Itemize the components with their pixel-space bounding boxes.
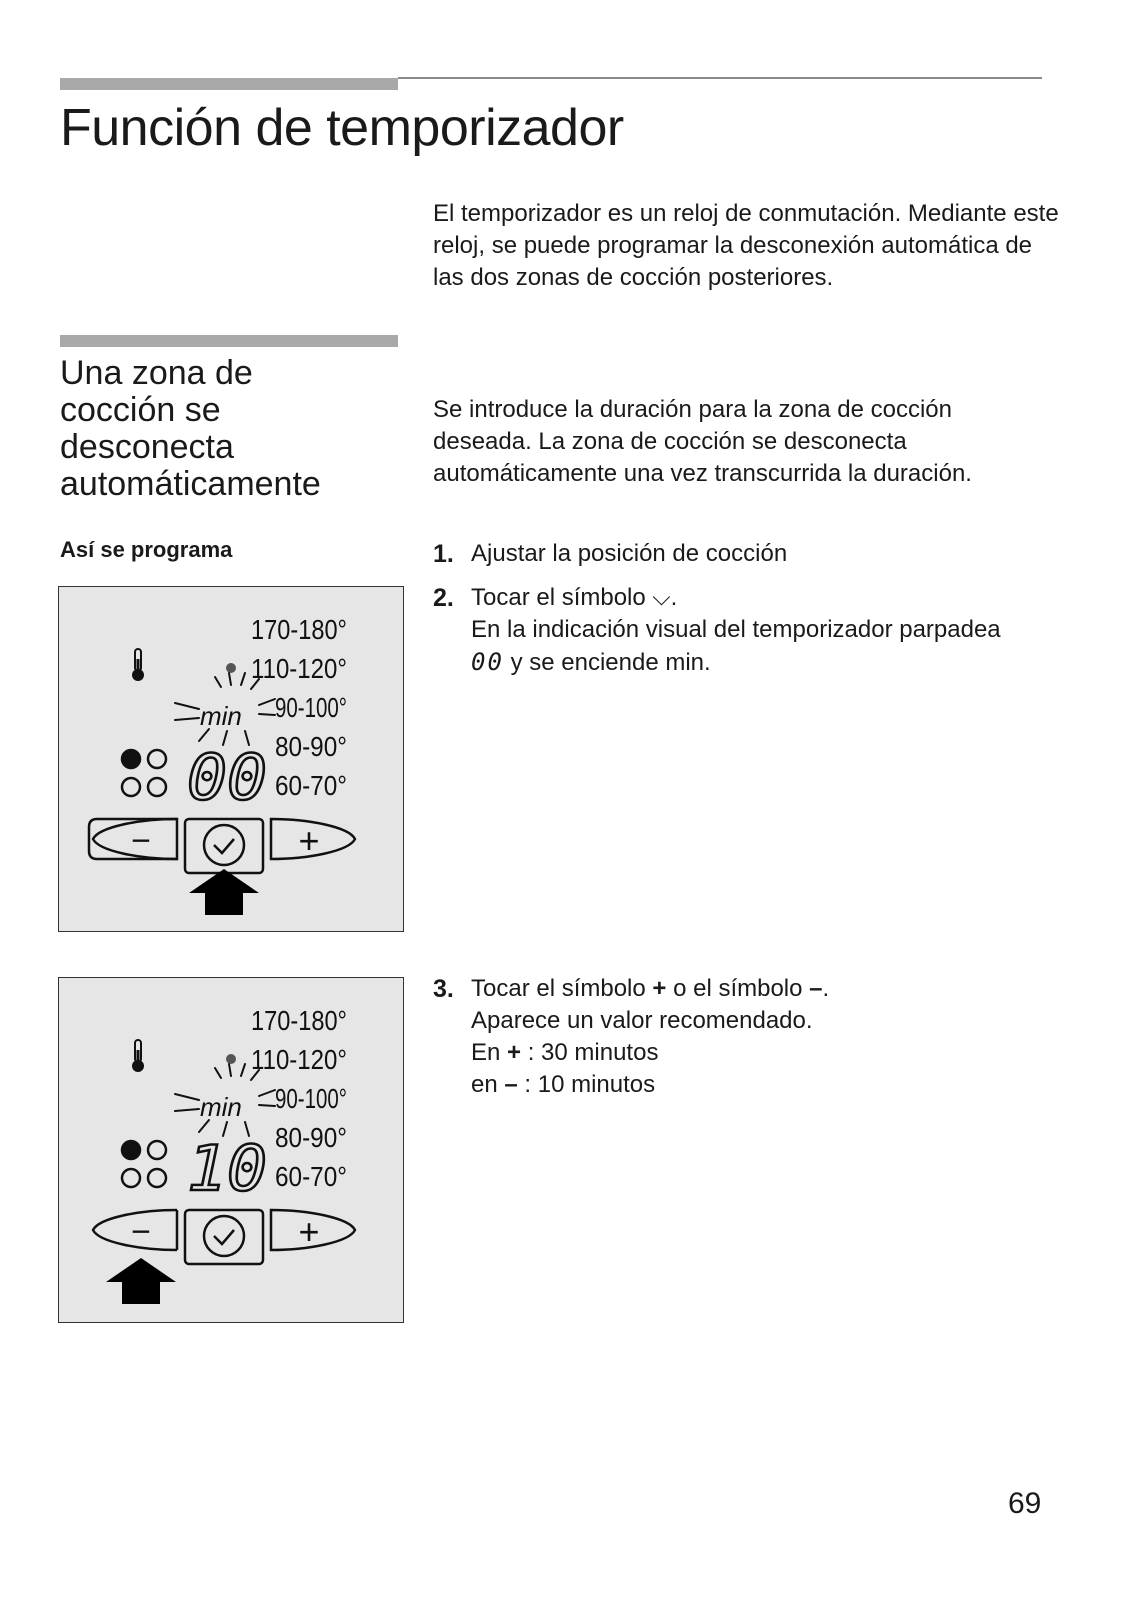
temp-label: 90-100° <box>275 1083 347 1114</box>
control-panel-illustration-1 <box>58 586 404 932</box>
step-number: 2. <box>433 584 454 612</box>
step-line: 00 y se enciende min. <box>471 648 711 676</box>
display-00-glyph: 00 <box>471 648 504 676</box>
section-heading-line: Una zona de <box>60 354 253 392</box>
step-line: Tocar el símbolo ⌵. <box>471 584 678 611</box>
intro-paragraph: El temporizador es un reloj de conmutación. Mediante este reloj, se puede programar la desconexión automática de las dos zonas de cocción posteriores. <box>433 200 1059 291</box>
plus-symbol: + <box>652 975 667 1002</box>
clock-icon <box>204 825 244 865</box>
temp-label: 60-70° <box>275 1161 347 1192</box>
step-line: Aparece un valor recomendado. <box>471 1007 813 1034</box>
step-1 <box>433 538 1073 572</box>
min-label: min <box>200 1092 242 1122</box>
thermometer-icon <box>132 649 144 681</box>
step-number: 3. <box>433 975 454 1003</box>
temp-label: 110-120° <box>251 653 347 684</box>
minus-symbol: – <box>809 975 823 1002</box>
minus-button-icon: − <box>131 822 151 860</box>
step-3 <box>433 973 1073 1103</box>
arrow-up-icon <box>106 1258 176 1304</box>
step-line: En + : 30 minutos <box>471 1039 659 1066</box>
section-heading-line: automáticamente <box>60 465 321 503</box>
timer-display: 10 <box>187 1132 267 1205</box>
minus-button-icon: − <box>131 1213 151 1251</box>
title-rule-thick <box>60 78 398 90</box>
section-heading <box>60 355 321 503</box>
temp-label: 80-90° <box>275 731 347 762</box>
step-number: 1. <box>433 540 454 568</box>
section-heading-line: desconecta <box>60 428 234 466</box>
timer-symbol-icon: ⌵ <box>652 584 671 611</box>
step-line: en – : 10 minutos <box>471 1071 656 1098</box>
timer-display: 00 <box>187 741 267 814</box>
title-rule-thin <box>398 77 1042 79</box>
arrow-up-icon <box>189 869 259 915</box>
indicator-dot-icon <box>226 663 236 673</box>
page-number: 69 <box>1008 1487 1042 1520</box>
step-2 <box>433 582 1073 682</box>
cooking-zones-icon <box>122 1141 166 1187</box>
temp-label: 90-100° <box>275 692 347 723</box>
control-panel-illustration-2 <box>58 977 404 1323</box>
clock-icon <box>204 1216 244 1256</box>
temp-label: 170-180° <box>251 1005 347 1036</box>
control-panel-svg <box>59 587 403 931</box>
section-description: Se introduce la duración para la zona de cocción deseada. La zona de cocción se desconecta automáticamente una vez transcurrida la duración. <box>433 396 972 487</box>
plus-button-icon: + <box>298 1211 320 1252</box>
section-heading-line: cocción se <box>60 391 221 429</box>
step-line: En la indicación visual del temporizador parpadea <box>471 616 1001 643</box>
temp-label: 170-180° <box>251 614 347 645</box>
temp-label: 110-120° <box>251 1044 347 1075</box>
temp-label: 80-90° <box>275 1122 347 1153</box>
min-label: min <box>200 701 242 731</box>
cooking-zones-icon <box>122 750 166 796</box>
step-text: Ajustar la posición de cocción <box>471 540 788 567</box>
plus-button-icon: + <box>298 820 320 861</box>
section-rule <box>60 335 398 347</box>
subheading: Así se programa <box>60 537 233 562</box>
step-line: Tocar el símbolo + o el símbolo –. <box>471 975 830 1002</box>
control-panel-svg <box>59 978 403 1322</box>
temp-label: 60-70° <box>275 770 347 801</box>
thermometer-icon <box>132 1040 144 1072</box>
indicator-dot-icon <box>226 1054 236 1064</box>
page-title: Función de temporizador <box>60 99 624 157</box>
